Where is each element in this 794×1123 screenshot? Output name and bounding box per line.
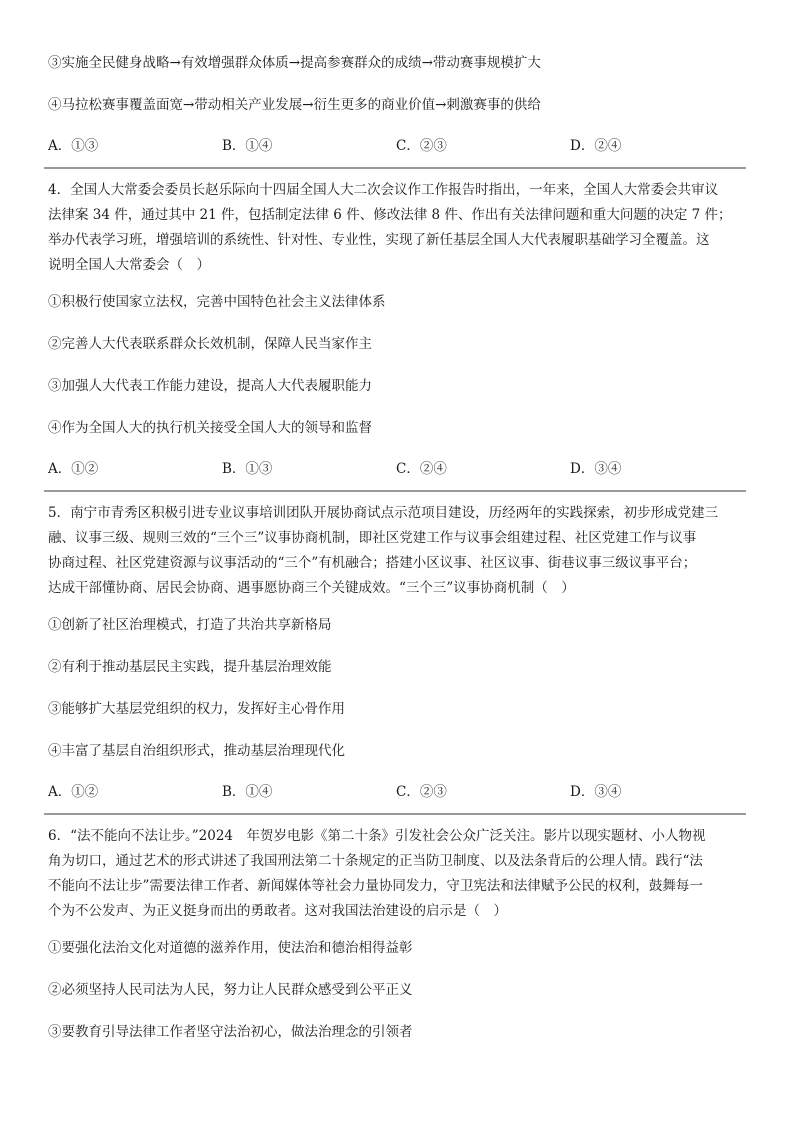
question-divider [44, 167, 746, 169]
q5-item-1: ①创新了社区治理模式，打造了共治共享新格局 [48, 617, 332, 633]
question-divider [44, 813, 746, 815]
q4-stem-line: 说明全国人大常委会（ ） [48, 257, 210, 273]
q6-stem-line: 角为切口，通过艺术的形式讲述了我国刑法第二十条规定的正当防卫制度、以及法条背后的公理人情。践行“法 [48, 853, 703, 869]
q5-option-a[interactable]: A．①② [48, 784, 99, 800]
q6-item-2: ②必须坚持人民司法为人民，努力让人民群众感受到公平正义 [48, 982, 413, 998]
q5-stem-line: 协商过程、社区党建资源与议事活动的“三个”有机融合；搭建小区议事、社区议事、街巷议事三级议事平台； [48, 555, 697, 571]
q3-option-b[interactable]: B．①④ [222, 138, 273, 154]
q4-option-c[interactable]: C．②④ [396, 461, 447, 477]
q5-stem-line: 融、议事三级、规则三效的“三个三”议事协商机制，即社区党建工作与议事会组建过程、社区党建工作与议事 [48, 530, 697, 546]
q3-item-3: ③实施全民健身战略→有效增强群众体质→提高参赛群众的成绩→带动赛事规模扩大 [48, 55, 541, 71]
question-divider [44, 490, 746, 492]
q5-stem-line: 5．南宁市青秀区积极引进专业议事培训团队开展协商试点示范项目建设，历经两年的实践探索，初步形成党建三 [48, 505, 719, 521]
q5-item-4: ④丰富了基层自治组织形式，推动基层治理现代化 [48, 743, 345, 759]
q6-item-1: ①要强化法治文化对道德的滋养作用，使法治和德治相得益彰 [48, 940, 413, 956]
q3-option-d[interactable]: D．②④ [570, 138, 622, 154]
q5-item-3: ③能够扩大基层党组织的权力，发挥好主心骨作用 [48, 701, 345, 717]
q4-stem-line: 法律案 34 件，通过其中 21 件，包括制定法律 6 件、修改法律 8 件、作出有关法律问题和重大问题的决定 7 件； [48, 207, 732, 223]
q4-option-d[interactable]: D．③④ [570, 461, 622, 477]
q4-item-1: ①积极行使国家立法权，完善中国特色社会主义法律体系 [48, 294, 386, 310]
q6-stem-line: 6．“法不能向不法让步。”2024 年贺岁电影《第二十条》引发社会公众广泛关注。影片以现实题材、小人物视 [48, 828, 706, 844]
q4-item-2: ②完善人大代表联系群众长效机制，保障人民当家作主 [48, 336, 372, 352]
q3-option-c[interactable]: C．②③ [396, 138, 447, 154]
q4-item-3: ③加强人大代表工作能力建设，提高人大代表履职能力 [48, 378, 372, 394]
q5-stem-line: 达成干部懂协商、居民会协商、遇事愿协商三个关键成效。“三个三”议事协商机制（ ） [48, 580, 575, 596]
q5-item-2: ②有利于推动基层民主实践，提升基层治理效能 [48, 659, 332, 675]
q5-option-d[interactable]: D．③④ [570, 784, 622, 800]
q4-option-b[interactable]: B．①③ [222, 461, 273, 477]
q3-option-a[interactable]: A．①③ [48, 138, 99, 154]
q6-stem-line: 个为不公发声、为正义挺身而出的勇敢者。这对我国法治建设的启示是（ ） [48, 903, 507, 919]
q4-item-4: ④作为全国人大的执行机关接受全国人大的领导和监督 [48, 420, 372, 436]
q4-stem-line: 举办代表学习班，增强培训的系统性、针对性、专业性，实现了新任基层全国人大代表履职基础学习全覆盖。这 [48, 232, 710, 248]
q6-item-3: ③要教育引导法律工作者坚守法治初心，做法治理念的引领者 [48, 1024, 413, 1040]
q3-item-4: ④马拉松赛事覆盖面宽→带动相关产业发展→衍生更多的商业价值→刺激赛事的供给 [48, 97, 541, 113]
q5-option-b[interactable]: B．①④ [222, 784, 273, 800]
q6-stem-line: 不能向不法让步”需要法律工作者、新闻媒体等社会力量协同发力，守卫宪法和法律赋予公民的权利，鼓舞每一 [48, 878, 703, 894]
q4-option-a[interactable]: A．①② [48, 461, 99, 477]
q5-option-c[interactable]: C．②③ [396, 784, 447, 800]
q4-stem-line: 4．全国人大常委会委员长赵乐际向十四届全国人大二次会议作工作报告时指出，一年来，全国人大常委会共审议 [48, 182, 719, 198]
